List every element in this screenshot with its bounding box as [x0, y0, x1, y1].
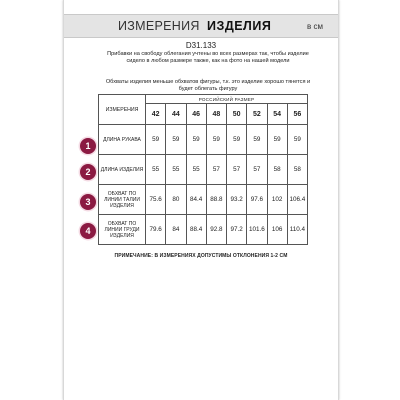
value-cell: 55 — [146, 155, 166, 185]
stretch-note: Обхваты изделия меньше обхватов фигуры, т.к. это изделие хорошо тянется и будет облегать фигуру — [105, 79, 311, 92]
value-cell: 110.4 — [287, 215, 307, 245]
value-cell: 75.6 — [146, 185, 166, 215]
size-cell: 46 — [186, 104, 206, 125]
value-cell: 80 — [166, 185, 186, 215]
value-cell: 93.2 — [227, 185, 247, 215]
row-label-sleeve-length: ДЛИНА РУКАВА — [99, 125, 146, 155]
value-cell: 84 — [166, 215, 186, 245]
size-cell: 48 — [206, 104, 226, 125]
table-row — [99, 185, 308, 215]
measurements-header: ИЗМЕРЕНИЯ — [99, 95, 146, 125]
table-row — [99, 215, 308, 245]
value-cell: 57 — [206, 155, 226, 185]
size-header-row — [99, 95, 308, 104]
value-cell: 58 — [267, 155, 287, 185]
value-cell: 88.4 — [186, 215, 206, 245]
value-cell: 59 — [287, 125, 307, 155]
value-cell: 59 — [146, 125, 166, 155]
value-cell: 106.4 — [287, 185, 307, 215]
fit-note: Прибавки на свободу облегания учтены во всех размерах так, чтобы изделие сидело в любом размере также, как на фото на нашей модели — [107, 51, 309, 64]
row-number-badge-1: 1 — [80, 138, 96, 154]
size-cell: 50 — [227, 104, 247, 125]
size-cell: 54 — [267, 104, 287, 125]
article-code: D31.133 — [185, 41, 217, 50]
value-cell: 88.8 — [206, 185, 226, 215]
value-cell: 55 — [166, 155, 186, 185]
header-title-measurements: ИЗМЕРЕНИЯ — [118, 19, 200, 33]
header-title-item: ИЗДЕЛИЯ — [207, 19, 272, 33]
size-cell: 44 — [166, 104, 186, 125]
value-cell: 106 — [267, 215, 287, 245]
tolerance-footnote: ПРИМЕЧАНИЕ: В ИЗМЕРЕНИЯХ ДОПУСТИМЫ ОТКЛОНЕНИЯ 1-2 СМ — [114, 253, 288, 259]
value-cell: 59 — [166, 125, 186, 155]
value-cell: 59 — [227, 125, 247, 155]
value-cell: 59 — [206, 125, 226, 155]
table-row — [99, 155, 308, 185]
row-label-item-length: ДЛИНА ИЗДЕЛИЯ — [99, 155, 146, 185]
row-number-badge-3: 3 — [80, 194, 96, 210]
row-label-waist-circumference: ОБХВАТ ПО ЛИНИИ ТАЛИИ ИЗДЕЛИЯ — [99, 185, 146, 215]
value-cell: 97.2 — [227, 215, 247, 245]
row-label-chest-circumference: ОБХВАТ ПО ЛИНИИ ГРУДИ ИЗДЕЛИЯ — [99, 215, 146, 245]
value-cell: 84.4 — [186, 185, 206, 215]
value-cell: 57 — [227, 155, 247, 185]
russian-size-header: РОССИЙСКИЙ РАЗМЕР — [146, 95, 308, 104]
size-chart-sheet — [63, 0, 339, 400]
table-row — [99, 125, 308, 155]
value-cell: 79.6 — [146, 215, 166, 245]
header-band — [64, 14, 338, 38]
header-units: в см — [307, 21, 323, 31]
row-number-badge-2: 2 — [80, 164, 96, 180]
row-number-badge-4: 4 — [80, 223, 96, 239]
value-cell: 59 — [186, 125, 206, 155]
value-cell: 57 — [247, 155, 267, 185]
value-cell: 101.6 — [247, 215, 267, 245]
size-cell: 42 — [146, 104, 166, 125]
value-cell: 59 — [267, 125, 287, 155]
size-cell: 56 — [287, 104, 307, 125]
value-cell: 97.6 — [247, 185, 267, 215]
size-cell: 52 — [247, 104, 267, 125]
size-table — [98, 94, 308, 245]
value-cell: 92.8 — [206, 215, 226, 245]
value-cell: 102 — [267, 185, 287, 215]
value-cell: 55 — [186, 155, 206, 185]
value-cell: 59 — [247, 125, 267, 155]
value-cell: 58 — [287, 155, 307, 185]
